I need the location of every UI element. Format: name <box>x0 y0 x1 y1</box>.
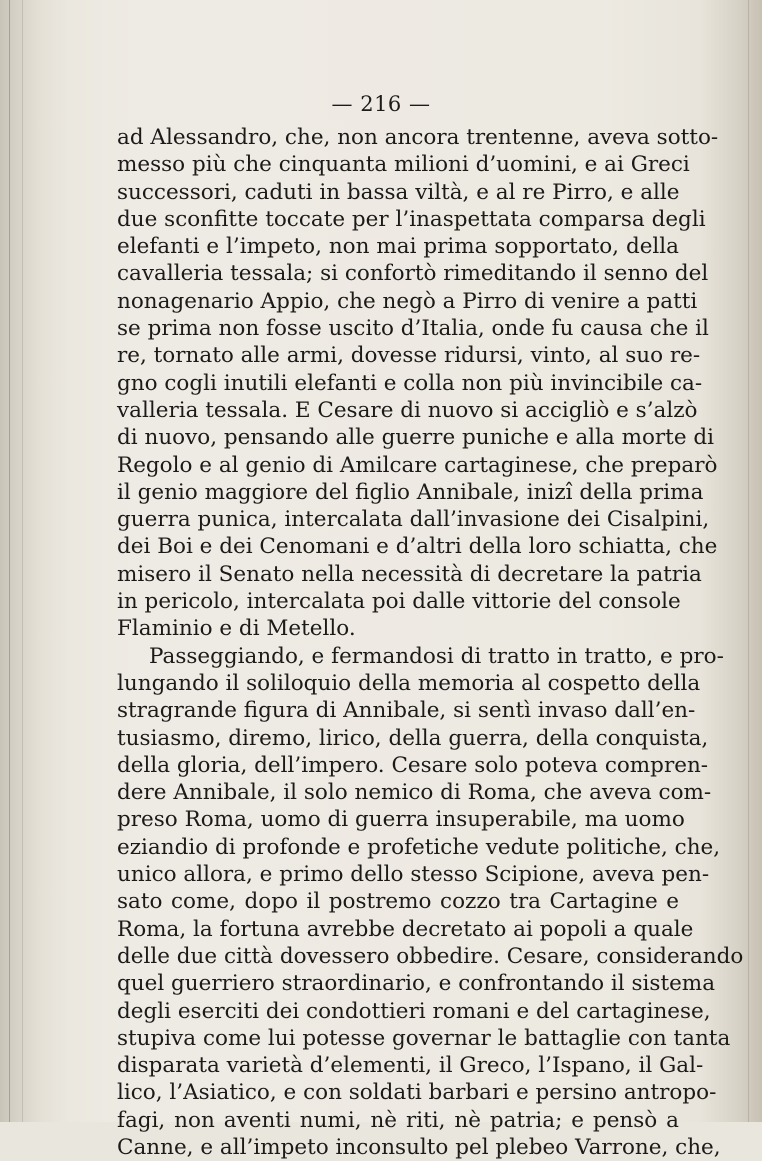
text-line: due sconfitte toccate per l’inaspettata comparsa degli <box>117 206 706 232</box>
text-line: lico, l’Asiatico, e con soldati barbari e persino antropo- <box>117 1080 717 1106</box>
text-line: dere Annibale, il solo nemico di Roma, che aveva com- <box>117 780 712 806</box>
text-line: Flaminio e di Metello. <box>117 616 356 642</box>
page-edge-line <box>22 0 23 1122</box>
text-line: quel guerriero straordinario, e confrontando il sistema <box>117 971 716 997</box>
text-line: della gloria, dell’impero. Cesare solo poteva compren- <box>117 752 709 778</box>
text-line: in pericolo, intercalata poi dalle vittorie del console <box>117 589 681 615</box>
text-line: ad Alessandro, che, non ancora trentenne, aveva sotto- <box>117 125 719 150</box>
text-line: Passeggiando, e fermandosi di tratto in tratto, e pro- <box>149 643 724 669</box>
text-line: degli eserciti dei condottieri romani e del cartaginese, <box>117 998 711 1024</box>
text-line: Canne, e all’impeto inconsulto pel plebeo Varrone, che, <box>117 1134 721 1160</box>
text-line: misero il Senato nella necessità di decretare la patria <box>117 561 702 587</box>
text-line: fagi, non aventi numi, nè riti, nè patria; e pensò a <box>117 1107 679 1133</box>
text-line: di nuovo, pensando alle guerre puniche e alla morte di <box>117 425 715 451</box>
text-line: elefanti e l’impeto, non mai prima sopportato, della <box>117 234 679 260</box>
text-line: Regolo e al genio di Amilcare cartaginese, che preparò <box>117 452 718 478</box>
text-line: cavalleria tessala; si confortò rimeditando il senno del <box>117 261 709 287</box>
text-line: re, tornato alle armi, dovesse ridursi, vinto, al suo re- <box>117 343 701 369</box>
page-number: — 216 — <box>331 92 431 116</box>
text-line: nonagenario Appio, che negò a Pirro di venire a patti <box>117 288 698 314</box>
text-line: lungando il soliloquio della memoria al cospetto della <box>117 670 701 696</box>
text-line: gno cogli inutili elefanti e colla non più invincibile ca- <box>117 370 703 396</box>
text-line: eziandio di profonde e profetiche vedute politiche, che, <box>117 834 721 860</box>
text-line: guerra punica, intercalata dall’invasione dei Cisalpini, <box>117 507 710 533</box>
paragraph <box>117 124 719 643</box>
text-line: successori, caduti in bassa viltà, e al re Pirro, e alle <box>117 179 680 205</box>
text-line: unico allora, e primo dello stesso Scipione, aveva pen- <box>117 862 710 888</box>
text-line: sato come, dopo il postremo cozzo tra Cartagine e <box>117 889 679 915</box>
text-line: valleria tessala. E Cesare di nuovo si accigliò e s’alzò <box>117 397 698 423</box>
text-line: delle due città dovessero obbedire. Cesare, considerando <box>117 943 744 969</box>
text-line: disparata varietà d’elementi, il Greco, l’Ispano, il Gal- <box>117 1053 704 1079</box>
text-line: dei Boi e dei Cenomani e d’altri della loro schiatta, che <box>117 534 718 560</box>
text-line: preso Roma, uomo di guerra insuperabile, ma uomo <box>117 807 685 833</box>
text-line: tusiasmo, diremo, lirico, della guerra, della conquista, <box>117 725 709 751</box>
page-edge-line <box>9 0 10 1122</box>
text-line: stragrande figura di Annibale, si sentì invaso dall’en- <box>117 698 696 724</box>
text-line: stupiva come lui potesse governar le battaglie con tanta <box>117 1025 731 1051</box>
text-line: messo più che cinquanta milioni d’uomini, e ai Greci <box>117 152 690 178</box>
text-line: Roma, la fortuna avrebbe decretato ai popoli a quale <box>117 916 694 942</box>
text-line: se prima non fosse uscito d’Italia, onde fu causa che il <box>117 316 709 342</box>
text-line: il genio maggiore del figlio Annibale, inizî della prima <box>117 479 704 505</box>
page-edge-line <box>748 0 749 1122</box>
paragraph <box>117 643 744 1161</box>
body-text <box>117 124 744 1161</box>
